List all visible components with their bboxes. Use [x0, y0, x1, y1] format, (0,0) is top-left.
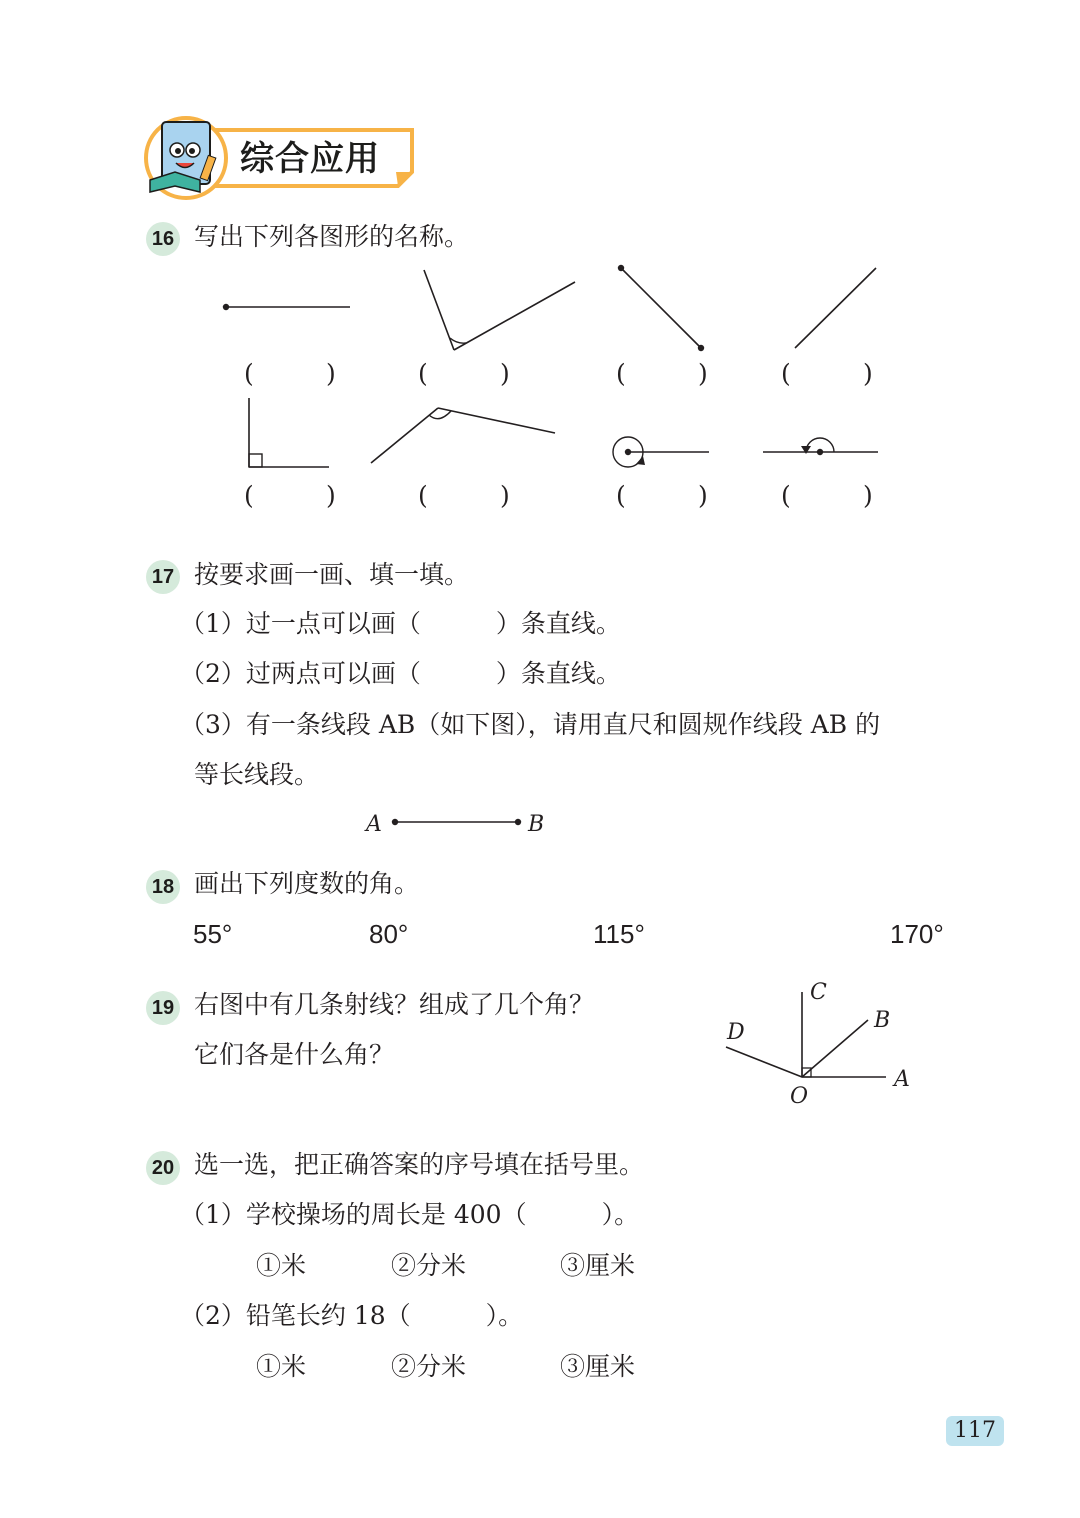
option-centimeter: ③厘米 — [560, 1251, 636, 1280]
question-19-text-2: 它们各是什么角？ — [194, 1040, 395, 1069]
question-17-part-3-cont: 等长线段。 — [194, 760, 320, 789]
option-meter: ①米 — [256, 1251, 307, 1280]
question-number-19: 19 — [146, 991, 180, 1025]
blank-close: ) — [863, 481, 873, 510]
blank-open: ( — [616, 359, 626, 388]
section-title: 综合应用 — [240, 139, 380, 179]
blank-open: ( — [244, 359, 254, 388]
question-18-text: 画出下列度数的角。 — [194, 869, 420, 898]
blank-close: ) — [863, 359, 873, 388]
degree-115: 115° — [593, 919, 645, 949]
option-meter: ①米 — [256, 1352, 307, 1381]
ray-label-c: C — [810, 980, 827, 1005]
blank-open: ( — [781, 481, 791, 510]
blank-close: ) — [326, 481, 336, 510]
blank-close: ) — [698, 481, 708, 510]
ray-label-b: B — [874, 1008, 891, 1033]
blank-close: ) — [698, 359, 708, 388]
question-19-text-1: 右图中有几条射线？组成了几个角？ — [194, 990, 595, 1019]
ray-label-d: D — [727, 1020, 745, 1045]
degree-55: 55° — [193, 919, 233, 949]
question-20-text: 选一选，把正确答案的序号填在括号里。 — [194, 1150, 645, 1179]
blank-open: ( — [781, 359, 791, 388]
ray-label-a: A — [894, 1067, 910, 1092]
question-number-17: 17 — [146, 560, 180, 594]
question-17-text: 按要求画一画、填一填。 — [194, 560, 470, 589]
blank-open: ( — [244, 481, 254, 510]
question-number-18: 18 — [146, 870, 180, 904]
question-20-part-1: （1）学校操场的周长是 400（ ）。 — [180, 1200, 640, 1229]
question-17-part-1: （1）过一点可以画（ ）条直线。 — [180, 609, 621, 638]
question-number-16: 16 — [146, 222, 180, 256]
point-label-b: B — [528, 812, 545, 837]
option-decimeter: ②分米 — [391, 1352, 467, 1381]
blank-close: ) — [500, 481, 510, 510]
question-20-part-2: （2）铅笔长约 18（ ）。 — [180, 1301, 524, 1330]
option-decimeter: ②分米 — [391, 1251, 467, 1280]
degree-80: 80° — [369, 919, 409, 949]
question-17-part-3: （3）有一条线段 AB（如下图），请用直尺和圆规作线段 AB 的 — [180, 710, 881, 739]
question-number-20: 20 — [146, 1151, 180, 1185]
blank-close: ) — [326, 359, 336, 388]
ray-label-o: O — [790, 1084, 809, 1109]
blank-open: ( — [418, 359, 428, 388]
blank-close: ) — [500, 359, 510, 388]
point-label-a: A — [366, 812, 382, 837]
option-centimeter: ③厘米 — [560, 1352, 636, 1381]
question-17-part-2: （2）过两点可以画（ ）条直线。 — [180, 659, 621, 688]
blank-open: ( — [418, 481, 428, 510]
blank-open: ( — [616, 481, 626, 510]
page-number: 117 — [946, 1416, 1004, 1446]
question-16-text: 写出下列各图形的名称。 — [194, 222, 470, 251]
degree-170: 170° — [890, 919, 944, 949]
